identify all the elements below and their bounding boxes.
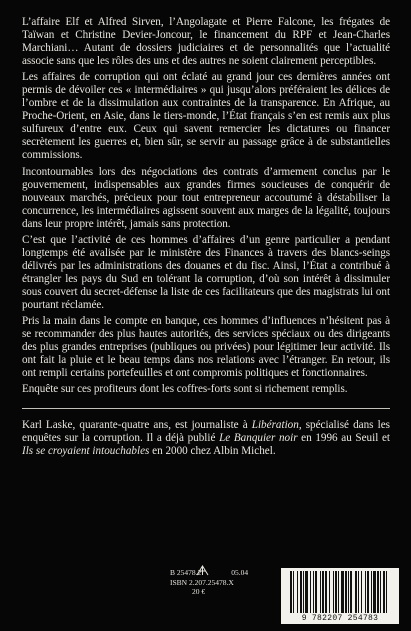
blurb-paragraph-5: Pris la main dans le compte en banque, ces hommes d’influences n’hésitent pas à se recommander des plus hautes autorités, des services spéciaux ou des dirigeants des plus grandes entreprises (publiques ou privées) pour légitimer leur activité. Ils ont fait la pluie et le beau temps dans nos relations avec l’étranger. En retour, ils ont rempli certains portefeuilles et ont compromis politiques et fonctionnaires. [22,315,390,380]
barcode-bar [329,571,330,613]
barcode-bar [310,571,311,613]
barcode-bar [305,571,308,613]
barcode [281,568,399,624]
barcode-bar [377,571,379,613]
barcode-bar [297,571,298,613]
book-title-intouchables: Ils se croyaient intouchables [22,445,150,458]
barcode-bar [373,571,376,613]
barcode-bar [355,571,357,613]
author-bio-text: en 1996 au Seuil et [297,432,390,445]
blurb-text [22,16,390,396]
barcode-bar [386,571,387,613]
catalog-code: B 25478.2 [170,568,202,577]
book-title-banquier: Le Banquier noir [219,432,298,445]
author-bio-text: , spécialisé dans les enquêtes sur la corruption. Il a déjà publié [22,419,390,445]
barcode-bar [380,571,381,613]
barcode-bar [345,571,347,613]
barcode-bar [290,571,292,613]
barcode-bar [367,571,369,613]
barcode-bar [383,571,385,613]
barcode-bar [365,571,366,613]
barcode-bar [371,571,372,613]
barcode-bar [335,571,337,613]
blurb-paragraph-6: Enquête sur ces profiteurs dont les coffres-forts sont si richement remplis. [22,383,348,396]
barcode-bars [289,571,391,613]
barcode-bar [315,571,317,613]
barcode-bar [338,571,339,613]
author-bio-text: Karl Laske, quarante-quatre ans, est journaliste à [22,419,252,432]
separator-rule [22,408,390,409]
blurb-paragraph-1: L’affaire Elf et Alfred Sirven, l’Angolagate et Pierre Falcone, les frégates de Taïwan et Christine Devier-Joncour, le financement du RPF et Jean-Charles Marchiani… Autant de dossiers judiciaires et de personnalités que l’actualité associe sans que les rôles des uns et des autres ne soient clairement perceptibles. [22,16,390,68]
barcode-bar [333,571,334,613]
isbn-number: ISBN 2.207.25478.X [170,577,234,587]
barcode-number: 9 782207 254783 [301,614,379,623]
barcode-bar [293,571,294,613]
date-code: 05.04 [231,568,249,577]
barcode-bar [300,571,302,613]
blurb-paragraph-4: C’est que l’activité de ces hommes d’affaires d’un genre particulier a pendant longtemps été avalisée par le ministère des Finances à travers des blancs-seings délivrés par les administrations des douanes et du fisc. Ainsi, l’État a contribué à étrangler les pays du Sud en tolérant la corruption, d’où son intérêt à dissimuler sous couvert du secret-défense la liste de ces facilitateurs que des magistrats lui ont pourtant réclamée. [22,233,390,311]
author-bio-text: en 2000 chez Albin Michel. [149,445,276,458]
barcode-bar [358,571,359,613]
barcode-bar [350,571,352,613]
newspaper-title: Libération [251,419,299,432]
imprint-area [0,563,411,631]
barcode-bar [322,571,324,613]
price: 20 € [192,587,206,596]
blurb-paragraph-2: Les affaires de corruption qui ont éclaté au grand jour ces dernières années ont permis de dévoiler ces « intermédiaires » qui jusqu’alors préféraient les délices de l’ombre et de la dissimulation aux contraintes de la transparence. En Afrique, au Proche-Orient, en Asie, dans le tiers-monde, l’État français s’en est remis aux plus sulfureux d’entre eux. Ceux qui savent remercier les dictatures ou financer secrètement les guerres et, bien sûr, se servir au passage grâce à de substantielles commissions. [22,71,390,162]
barcode-bar [303,571,304,613]
barcode-bar [313,571,314,613]
barcode-bar [325,571,327,613]
barcode-bar [361,571,362,613]
author-bio [22,419,390,458]
barcode-bar [341,571,344,613]
blurb-paragraph-3: Incontournables lors des négociations des contrats d’armement conclus par le gouvernement, indispensables aux grandes firmes soucieuses de conquérir de nouveaux marchés, précieux pour tout entrepreneur accoutumé à déstabiliser la concurrence, les intermédiaires agissent souvent aux marges de la légalité, toujours dans leur propre intérêt, jamais sans protection. [22,165,390,230]
barcode-bar [320,571,321,613]
isbn-block [170,568,248,597]
barcode-bar [348,571,349,613]
